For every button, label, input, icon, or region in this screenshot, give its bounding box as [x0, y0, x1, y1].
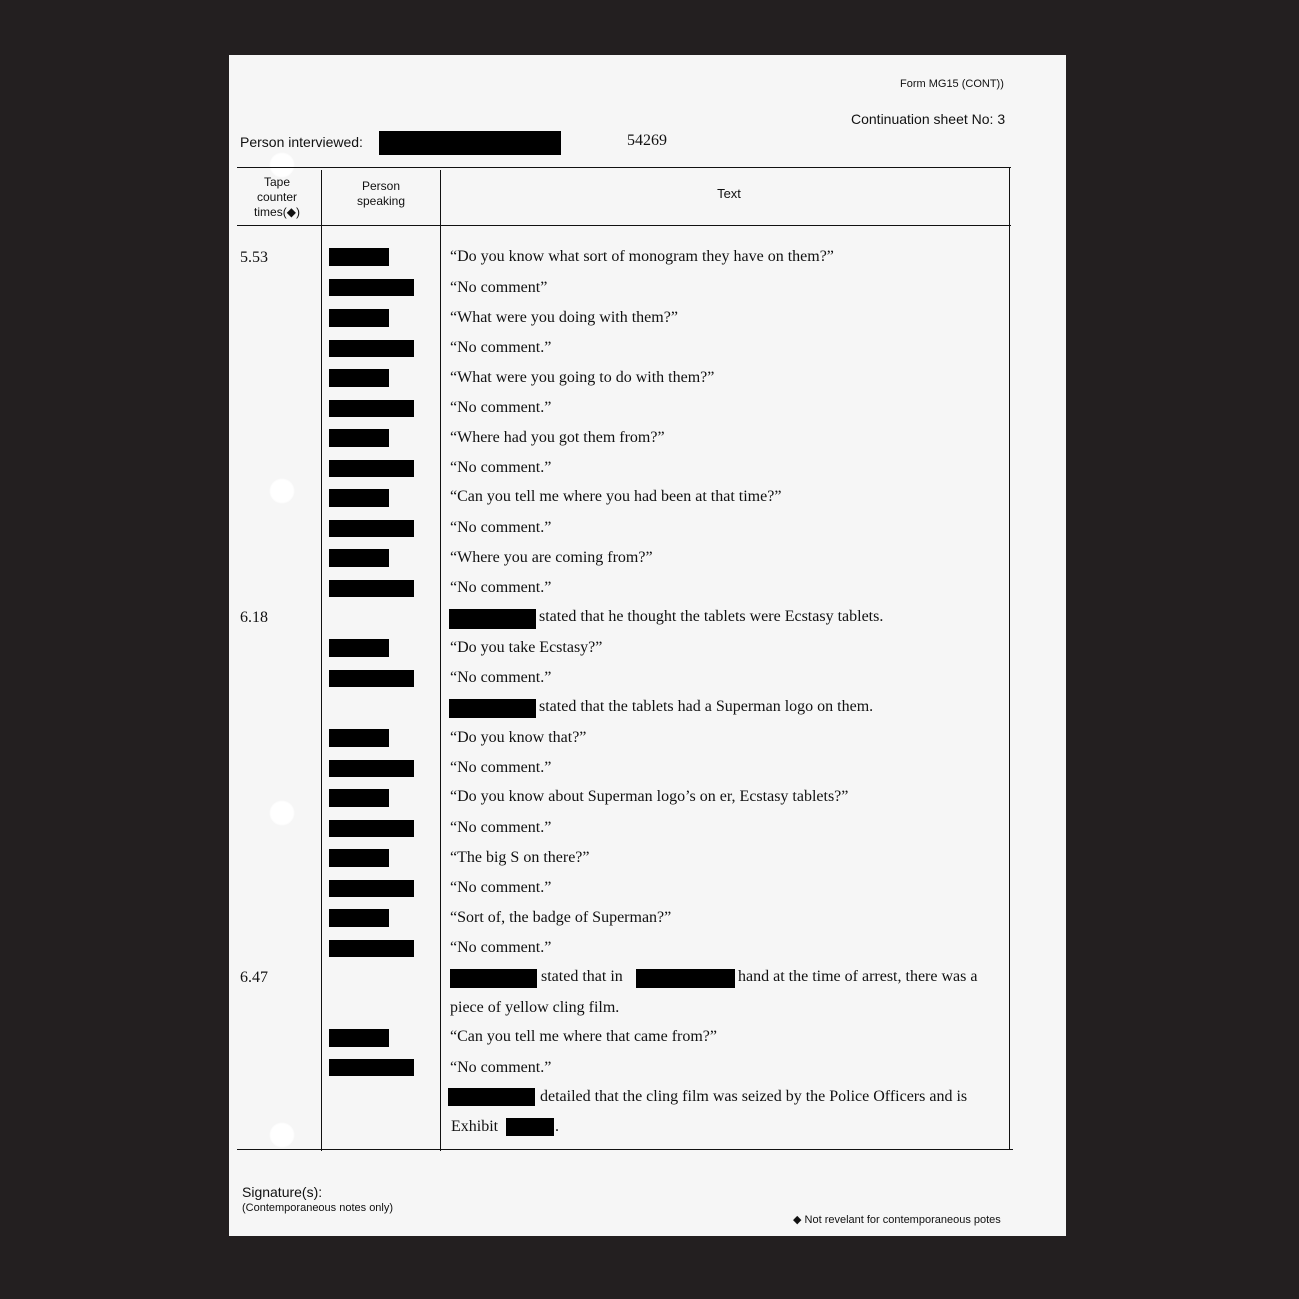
- transcript-line: “Do you know about Superman logo’s on er, Ecstasy tablets?”: [450, 788, 849, 805]
- transcript-line: “Where you are coming from?”: [450, 549, 653, 566]
- transcript-line: “The big S on there?”: [450, 849, 590, 866]
- speaker-redaction: [329, 729, 389, 747]
- punch-hole: [269, 800, 295, 826]
- name-redaction: [449, 609, 536, 629]
- form-id: Form MG15 (CONT)): [900, 78, 1004, 90]
- speaker-redaction: [329, 580, 414, 597]
- transcript-line: stated that in: [541, 968, 623, 985]
- transcript-line: stated that he thought the tablets were Ecstasy tablets.: [539, 608, 884, 625]
- speaker-redaction: [329, 340, 414, 357]
- header-line: Person: [361, 179, 401, 193]
- speaker-redaction: [329, 429, 389, 447]
- column-header-text: Text: [717, 186, 741, 201]
- name-redaction: [449, 699, 536, 718]
- speaker-redaction: [329, 940, 414, 957]
- signature-label: Signature(s):: [242, 1184, 323, 1200]
- signature-note: (Contemporaneous notes only): [242, 1202, 394, 1214]
- reference-number: 54269: [627, 132, 667, 149]
- transcript-line: piece of yellow cling film.: [450, 999, 620, 1016]
- speaker-redaction: [329, 520, 414, 537]
- tape-time: 6.18: [240, 609, 268, 626]
- continuation-number: 3: [997, 111, 1006, 127]
- header-line: times(◆): [254, 205, 300, 219]
- punch-hole: [269, 478, 295, 504]
- header-line: Tape: [263, 175, 291, 189]
- table-right-border: [1009, 167, 1010, 1150]
- speaker-redaction: [329, 1059, 414, 1076]
- tape-time: 5.53: [240, 249, 268, 266]
- transcript-line: “Do you know that?”: [450, 729, 587, 746]
- speaker-redaction: [329, 1029, 389, 1047]
- speaker-redaction: [329, 670, 414, 687]
- table-top-border: [237, 167, 1011, 168]
- transcript-line: “No comment.”: [450, 669, 552, 686]
- transcript-line: “No comment”: [450, 279, 548, 296]
- speaker-redaction: [329, 639, 389, 657]
- column-divider: [321, 170, 322, 1151]
- transcript-line: .: [555, 1118, 559, 1135]
- transcript-line: Exhibit: [451, 1118, 499, 1135]
- transcript-line: stated that the tablets had a Superman logo on them.: [539, 698, 874, 715]
- transcript-line: “No comment.”: [450, 459, 552, 476]
- transcript-line: “Sort of, the badge of Superman?”: [450, 909, 672, 926]
- column-divider: [440, 170, 441, 1151]
- transcript-line: “No comment.”: [450, 519, 552, 536]
- transcript-line: “Can you tell me where you had been at that time?”: [450, 488, 782, 505]
- transcript-line: “No comment.”: [450, 759, 552, 776]
- tape-time: 6.47: [240, 969, 268, 986]
- column-header-tape-counter: [241, 175, 313, 220]
- transcript-line: “No comment.”: [450, 399, 552, 416]
- transcript-line: “No comment.”: [450, 879, 552, 896]
- table-bottom-border: [237, 1149, 1013, 1150]
- person-interviewed-label: Person interviewed:: [240, 134, 363, 150]
- redaction-box: [379, 131, 561, 155]
- transcript-line: “No comment.”: [450, 339, 552, 356]
- continuation-label: Continuation sheet No:: [851, 111, 994, 127]
- transcript-line: “What were you going to do with them?”: [450, 369, 715, 386]
- transcript-line: detailed that the cling film was seized by the Police Officers and is: [540, 1088, 968, 1105]
- transcript-line: “Can you tell me where that came from?”: [450, 1028, 717, 1045]
- name-redaction: [448, 1088, 535, 1106]
- speaker-redaction: [329, 760, 414, 777]
- speaker-redaction: [329, 909, 389, 927]
- punch-hole: [269, 1122, 295, 1148]
- speaker-redaction: [329, 400, 414, 417]
- speaker-redaction: [329, 820, 414, 837]
- speaker-redaction: [329, 549, 389, 567]
- speaker-redaction: [329, 789, 389, 807]
- transcript-line: “What were you doing with them?”: [450, 309, 678, 326]
- header-line: counter: [256, 190, 298, 204]
- transcript-line: “No comment.”: [450, 939, 552, 956]
- transcript-line: “Do you know what sort of monogram they have on them?”: [450, 248, 834, 265]
- speaker-redaction: [329, 279, 414, 296]
- speaker-redaction: [329, 460, 414, 477]
- exhibit-redaction: [506, 1118, 554, 1136]
- header-line: speaking: [356, 194, 406, 208]
- transcript-line: “Do you take Ecstasy?”: [450, 639, 603, 656]
- column-header-person-speaking: [325, 179, 437, 209]
- footnote: ◆ Not revelant for contemporaneous potes: [793, 1214, 1001, 1226]
- continuation-sheet: [851, 111, 1005, 127]
- speaker-redaction: [329, 880, 414, 897]
- table-header-divider: [237, 225, 1011, 226]
- transcript-line: hand at the time of arrest, there was a: [738, 968, 978, 985]
- speaker-redaction: [329, 248, 389, 266]
- speaker-redaction: [329, 369, 389, 387]
- name-redaction: [636, 969, 735, 988]
- speaker-redaction: [329, 849, 389, 867]
- transcript-line: “No comment.”: [450, 819, 552, 836]
- transcript-line: “No comment.”: [450, 1059, 552, 1076]
- name-redaction: [450, 969, 537, 988]
- speaker-redaction: [329, 489, 389, 507]
- speaker-redaction: [329, 309, 389, 327]
- transcript-line: “Where had you got them from?”: [450, 429, 665, 446]
- document-page: [229, 55, 1066, 1236]
- transcript-line: “No comment.”: [450, 579, 552, 596]
